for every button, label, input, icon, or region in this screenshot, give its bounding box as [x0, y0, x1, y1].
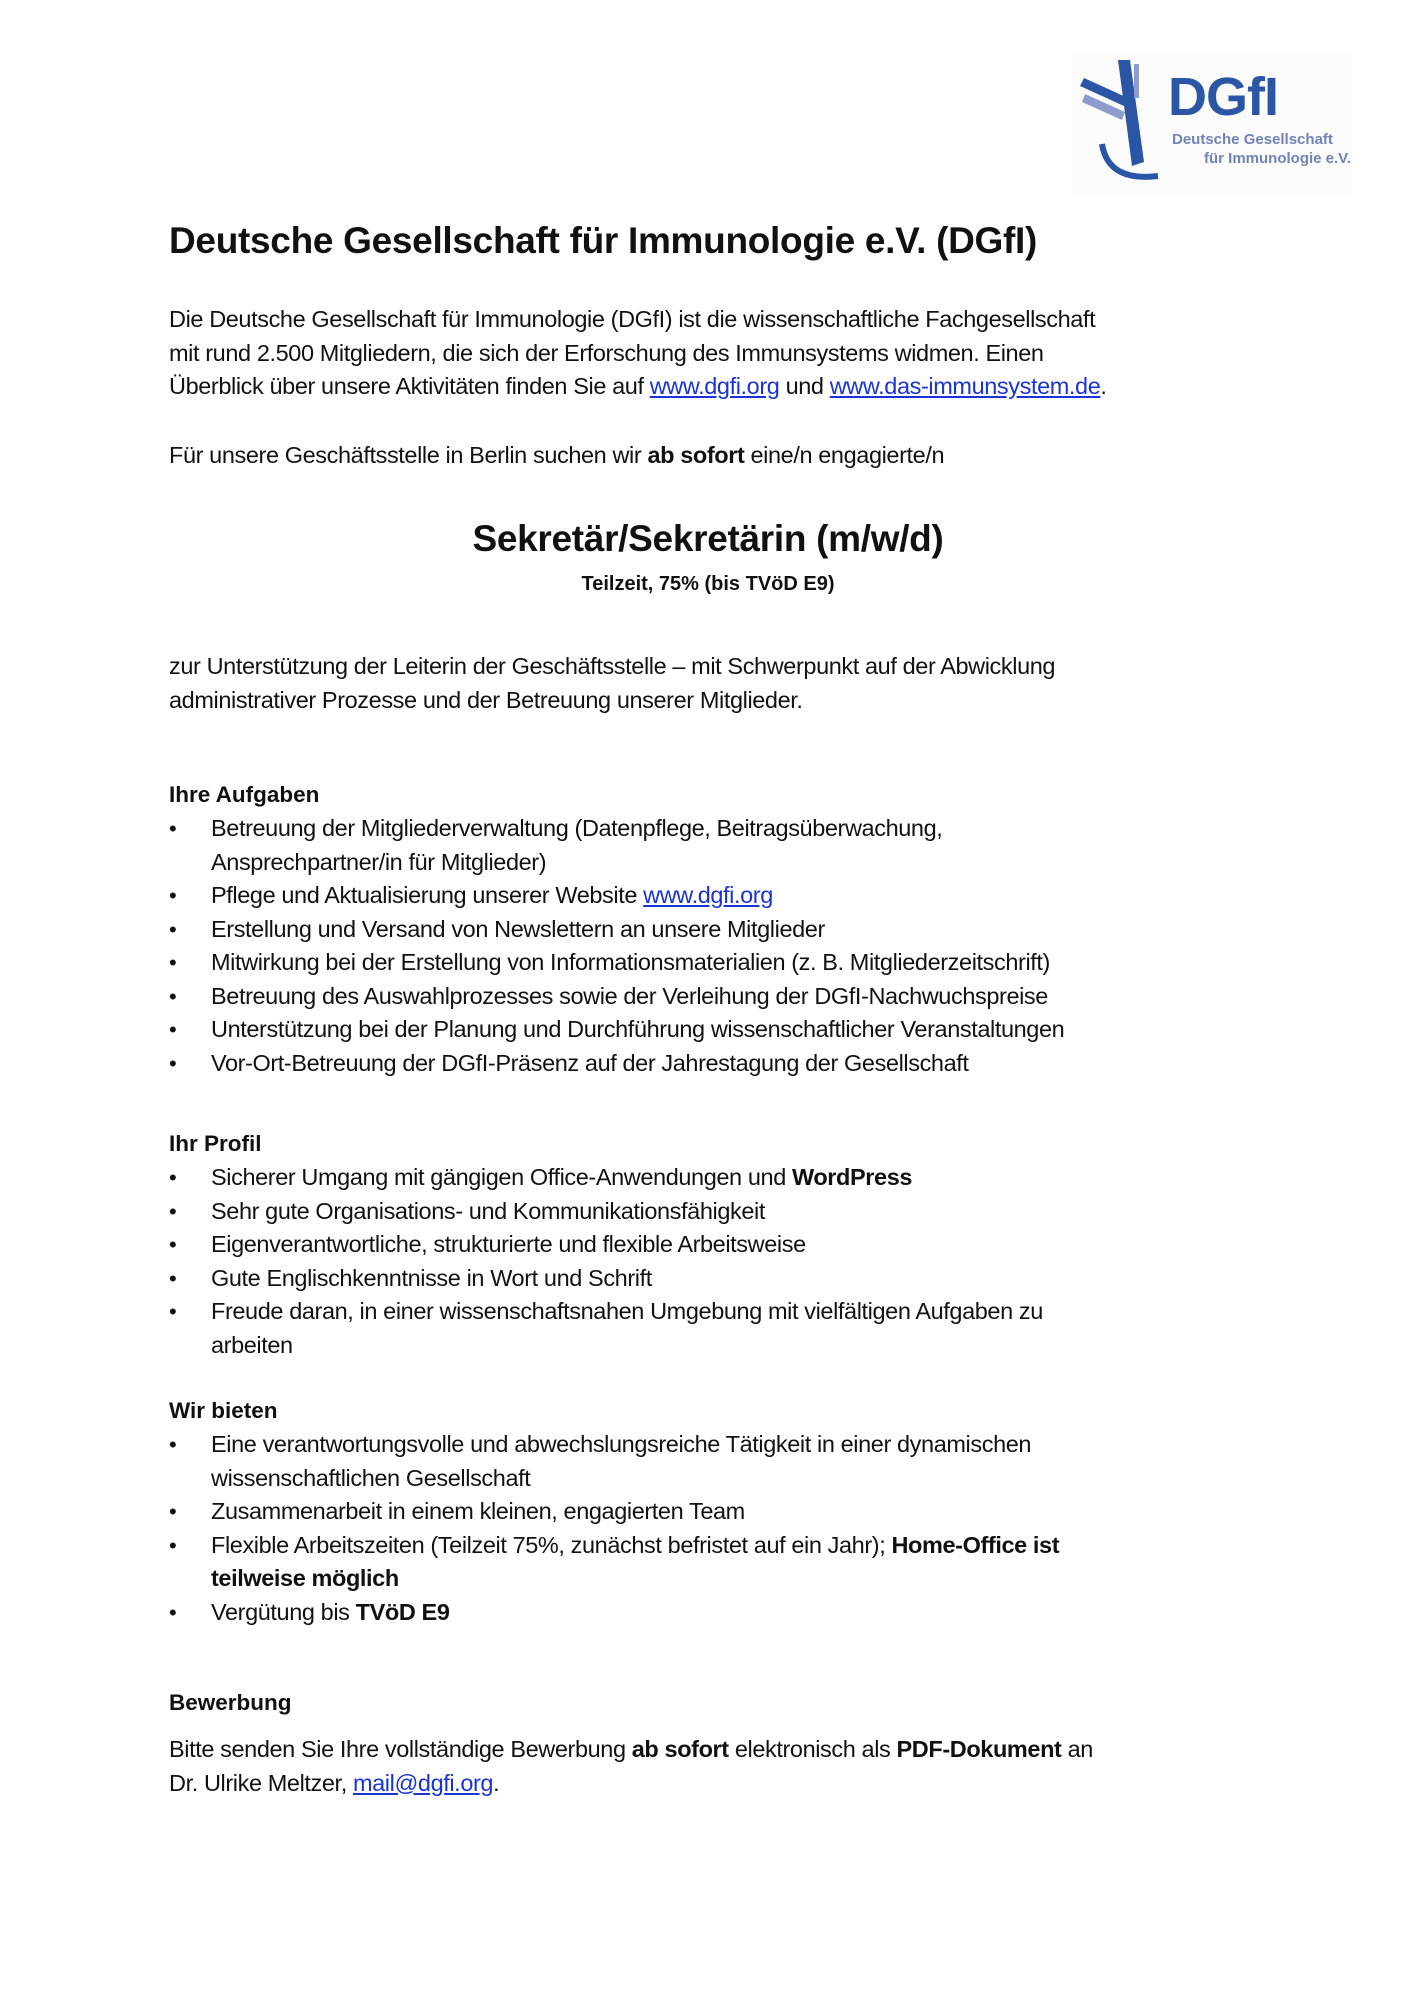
list-item — [169, 1013, 1064, 1047]
job-subtitle: Teilzeit, 75% (bis TVöD E9) — [581, 573, 835, 595]
list-item — [169, 1529, 1059, 1596]
list-item — [169, 980, 1064, 1014]
bullet-icon: • — [169, 1532, 177, 1558]
item-text: Vergütung bis — [211, 1598, 356, 1625]
list-item — [169, 1195, 1043, 1229]
bewerbung-line-1 — [169, 1733, 1093, 1767]
item-text: Pflege und Aktualisierung unserer Website — [211, 882, 644, 908]
item-text: Eigenverantwortliche, strukturierte und flexible Arbeitsweise — [211, 1231, 806, 1257]
list-item — [169, 1262, 1043, 1296]
intro-line-3-and: und — [779, 373, 830, 399]
list-item — [169, 913, 1064, 947]
item-bold: TVöD E9 — [355, 1598, 450, 1625]
search-suffix: eine/n engagierte/n — [744, 442, 945, 468]
bullet-icon: • — [169, 1599, 177, 1625]
bullet-icon: • — [169, 983, 177, 1009]
list-item — [169, 1596, 1059, 1630]
list-item — [169, 812, 1064, 879]
item-text: Vor-Ort-Betreuung der DGfI-Präsenz auf der Jahrestagung der Gesellschaft — [211, 1049, 969, 1076]
bullet-icon: • — [169, 816, 177, 841]
search-text: Für unsere Geschäftsstelle in Berlin suchen wir — [169, 442, 648, 468]
bullet-icon: • — [169, 1499, 177, 1524]
bullet-icon: • — [169, 1050, 177, 1076]
item-text-cont: Ansprechpartner/in für Mitglieder) — [211, 848, 547, 875]
bieten-heading: Wir bieten — [169, 1398, 278, 1423]
dgfi-link[interactable]: www.dgfi.org — [649, 373, 780, 399]
item-text: Erstellung und Versand von Newslettern an unsere Mitglieder — [211, 915, 825, 942]
list-item — [169, 879, 1064, 913]
bullet-icon: • — [169, 1299, 177, 1324]
list-item — [169, 1495, 1059, 1529]
profil-heading: Ihr Profil — [169, 1131, 262, 1156]
item-text: Betreuung des Auswahlprozesses sowie der Verleihung der DGfI-Nachwuchspreise — [211, 982, 1048, 1009]
bewerbung-heading: Bewerbung — [169, 1690, 292, 1715]
bullet-icon: • — [169, 883, 177, 908]
bewerbung-text: Bitte senden Sie Ihre vollständige Bewerbung — [169, 1736, 632, 1762]
item-bold-cont: teilweise möglich — [211, 1565, 399, 1591]
item-text: Gute Englischkenntnisse in Wort und Schrift — [211, 1264, 652, 1291]
antibody-logo-icon — [1072, 54, 1172, 194]
list-item — [169, 1228, 1043, 1262]
list-item — [169, 946, 1064, 980]
job-title: Sekretär/Sekretärin (m/w/d) — [472, 518, 944, 559]
list-item — [169, 1047, 1064, 1081]
item-text-cont: arbeiten — [211, 1331, 293, 1358]
intro-line-2: mit rund 2.500 Mitgliedern, die sich der Erforschung des Immunsystems widmen. Einen — [169, 339, 1044, 366]
bewerbung-line-2 — [169, 1767, 1093, 1801]
list-item — [169, 1295, 1043, 1362]
item-bold: Home-Office ist — [891, 1531, 1060, 1558]
purpose-paragraph — [169, 650, 1055, 717]
logo-subtitle — [1172, 130, 1351, 168]
logo-subtitle-line1: Deutsche Gesellschaft — [1172, 131, 1333, 148]
item-text: Eine verantwortungsvolle und abwechslungsreiche Tätigkeit in einer dynamischen — [211, 1431, 1032, 1457]
bullet-icon: • — [169, 1432, 177, 1457]
item-text: Sicherer Umgang mit gängigen Office-Anwendungen und — [211, 1164, 792, 1190]
item-text: Betreuung der Mitgliederverwaltung (Datenpflege, Beitragsüberwachung, — [211, 815, 943, 841]
bullet-icon: • — [169, 1265, 177, 1291]
list-item — [169, 1161, 1043, 1195]
email-link[interactable]: mail@dgfi.org — [352, 1769, 494, 1796]
bullet-icon: • — [169, 1017, 177, 1042]
bullet-icon: • — [169, 950, 177, 975]
purpose-line-1: zur Unterstützung der Leiterin der Geschäftsstelle – mit Schwerpunkt auf der Abwicklung — [169, 653, 1056, 679]
dgfi-logo — [1072, 54, 1352, 194]
das-immunsystem-link[interactable]: www.das-immunsystem.de — [829, 373, 1101, 399]
search-bold: ab sofort — [647, 442, 745, 468]
item-text: Sehr gute Organisations- und Kommunikationsfähigkeit — [211, 1197, 765, 1224]
intro-paragraph — [169, 303, 1107, 404]
intro-line-3 — [169, 370, 1107, 404]
intro-line-3-text: Überblick über unsere Aktivitäten finden Sie auf — [169, 373, 650, 399]
logo-title: DGfI — [1168, 67, 1278, 127]
item-bold: WordPress — [792, 1164, 913, 1190]
item-text-cont: wissenschaftlichen Gesellschaft — [211, 1464, 531, 1491]
bullet-icon: • — [169, 916, 177, 942]
item-text: Unterstützung bei der Planung und Durchführung wissenschaftlicher Veranstaltungen — [211, 1016, 1065, 1042]
aufgaben-heading: Ihre Aufgaben — [169, 782, 320, 807]
bewerbung-period: . — [493, 1769, 500, 1796]
intro-line-3-period: . — [1100, 373, 1107, 399]
bieten-list — [169, 1428, 1059, 1629]
list-item — [169, 1428, 1059, 1495]
logo-subtitle-line2: für Immunologie e.V. — [1204, 150, 1351, 167]
bewerbung-text-end: an — [1061, 1736, 1093, 1762]
purpose-line-2: administrativer Prozesse und der Betreuung unserer Mitglieder. — [169, 686, 803, 713]
item-text: Flexible Arbeitszeiten (Teilzeit 75%, zunächst befristet auf ein Jahr); — [211, 1531, 892, 1558]
bullet-icon: • — [169, 1165, 177, 1190]
bewerbung-paragraph — [169, 1733, 1093, 1800]
profil-list — [169, 1161, 1043, 1362]
item-text: Mitwirkung bei der Erstellung von Informationsmaterialien (z. B. Mitgliederzeitschrift) — [211, 949, 1050, 975]
bullet-icon: • — [169, 1198, 177, 1224]
item-text: Freude daran, in einer wissenschaftsnahen Umgebung mit vielfältigen Aufgaben zu — [211, 1298, 1043, 1324]
intro-line-1: Die Deutsche Gesellschaft für Immunologie (DGfI) ist die wissenschaftliche Fachgesellschaft — [169, 306, 1096, 332]
website-link[interactable]: www.dgfi.org — [643, 882, 773, 908]
aufgaben-list — [169, 812, 1064, 1080]
bewerbung-bold-1: ab sofort — [631, 1736, 729, 1762]
item-text: Zusammenarbeit in einem kleinen, engagierten Team — [211, 1498, 745, 1524]
bewerbung-text-mid: elektronisch als — [728, 1736, 897, 1762]
bewerbung-bold-2: PDF-Dokument — [896, 1736, 1062, 1762]
bullet-icon: • — [169, 1232, 177, 1257]
page-title: Deutsche Gesellschaft für Immunologie e.V. (DGfI) — [169, 220, 1038, 261]
contact-name: Dr. Ulrike Meltzer, — [169, 1769, 353, 1796]
search-sentence — [169, 439, 944, 473]
